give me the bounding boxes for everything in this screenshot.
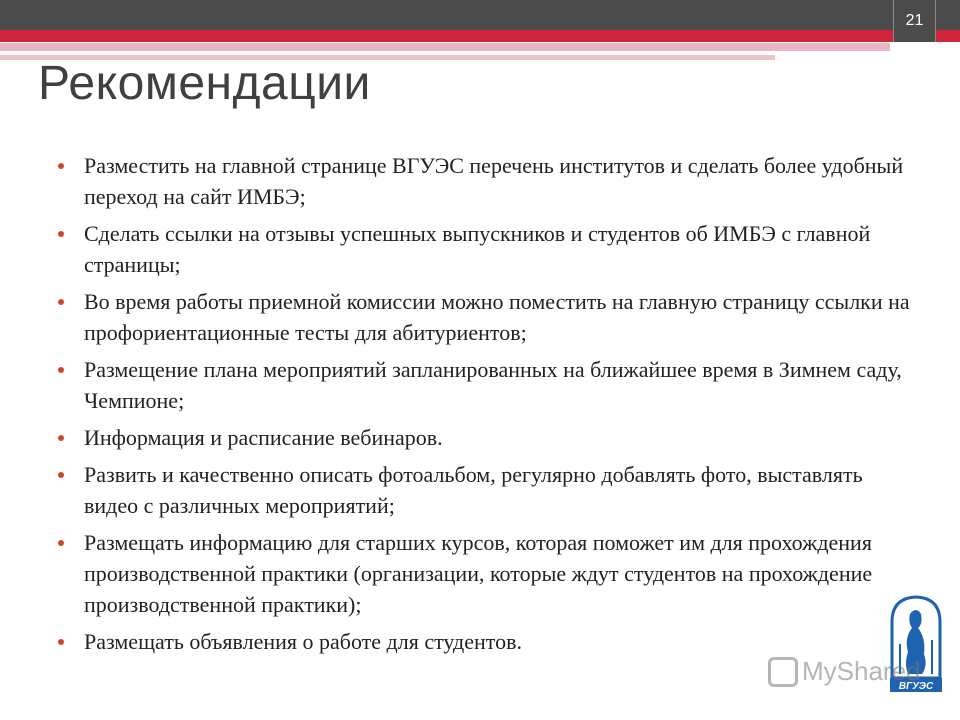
- bullet-dot-icon: [58, 639, 64, 645]
- bullet-text: Сделать ссылки на отзывы успешных выпускников и студентов об ИМБЭ с главной страницы;: [84, 221, 871, 277]
- bullet-text: Во время работы приемной комиссии можно поместить на главную страницу ссылки на профориентационные тесты для абитуриентов;: [84, 289, 910, 345]
- bullet-dot-icon: [58, 472, 64, 478]
- accent-line-1: [0, 43, 890, 51]
- bullet-item: [58, 626, 918, 657]
- slide-number: 21: [893, 0, 936, 42]
- bullet-dot-icon: [58, 540, 64, 546]
- bullet-text: Разместить на главной странице ВГУЭС перечень институтов и сделать более удобный переход на сайт ИМБЭ;: [84, 153, 904, 209]
- bullet-item: [58, 286, 918, 348]
- bullet-text: Размещать объявления о работе для студентов.: [84, 629, 522, 654]
- bullet-item: [58, 354, 918, 416]
- bullet-list: [58, 150, 918, 663]
- bullet-item: [58, 422, 918, 453]
- top-bar: [0, 0, 960, 30]
- bullet-item: [58, 150, 918, 212]
- bullet-item: [58, 459, 918, 521]
- bullet-text: Развить и качественно описать фотоальбом, регулярно добавлять фото, выставлять видео с различных мероприятий;: [84, 462, 863, 518]
- bullet-item: [58, 218, 918, 280]
- slide-title: Рекомендации: [38, 57, 371, 110]
- red-accent-band: [0, 30, 960, 42]
- bullet-text: Размещение плана мероприятий запланированных на ближайшее время в Зимнем саду, Чемпионе;: [84, 357, 902, 413]
- bullet-dot-icon: [58, 163, 64, 169]
- bullet-text: Информация и расписание вебинаров.: [84, 425, 443, 450]
- bullet-text: Размещать информацию для старших курсов, которая поможет им для прохождения производственной практики (организации, которые ждут студентов на прохождение производственной практики);: [84, 530, 873, 617]
- bullet-dot-icon: [58, 435, 64, 441]
- bullet-dot-icon: [58, 367, 64, 373]
- bullet-item: [58, 527, 918, 620]
- watermark: [768, 656, 921, 687]
- svg-text:ВГУЭС: ВГУЭС: [898, 681, 934, 692]
- bullet-dot-icon: [58, 231, 64, 237]
- bullet-dot-icon: [58, 299, 64, 305]
- watermark-text: MyShared: [802, 656, 921, 686]
- share-icon: [768, 657, 798, 687]
